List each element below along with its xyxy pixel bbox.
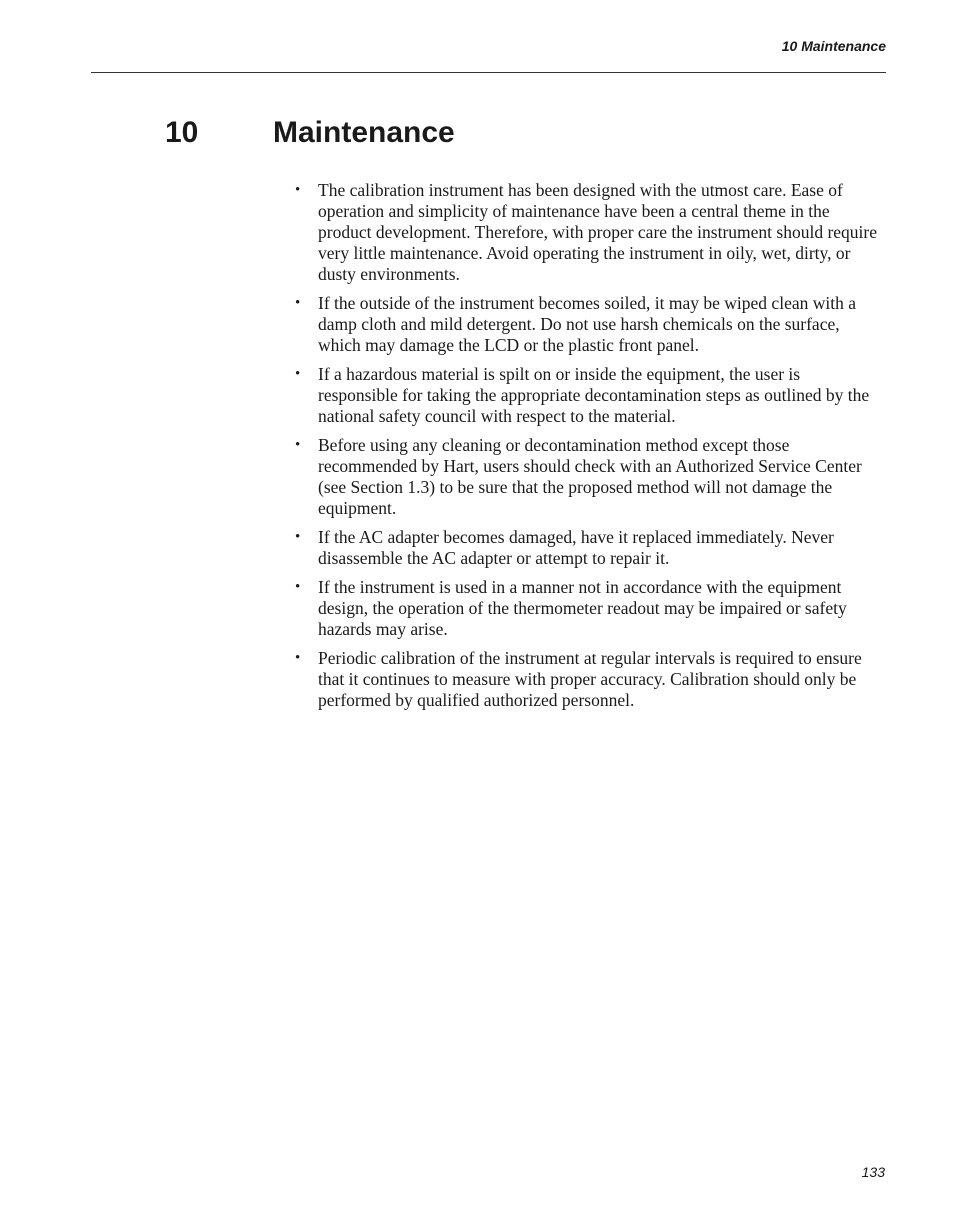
list-item-text: Periodic calibration of the instrument at regular intervals is required to ensure that it continues to measure with proper accuracy. Calibration should only be performed by qualified authorized personnel. [318, 648, 862, 710]
page-number: 133 [861, 1164, 885, 1180]
list-item-text: If the instrument is used in a manner not in accordance with the equipment design, the operation of the thermometer readout may be impaired or safety hazards may arise. [318, 577, 847, 639]
bullet-icon: • [295, 579, 301, 595]
bullet-icon: • [295, 182, 301, 198]
list-item-text: The calibration instrument has been designed with the utmost care. Ease of operation and simplicity of maintenance have been a central theme in the product development. Therefore, with proper care the instrument should require very little maintenance. Avoid operating the instrument in oily, wet, dirty, or dusty environments. [318, 180, 878, 284]
list-item [295, 648, 884, 711]
bullet-icon: • [295, 437, 301, 453]
list-item-text: If the outside of the instrument becomes soiled, it may be wiped clean with a damp cloth and mild detergent. Do not use harsh chemicals on the surface, which may damage the LCD or the plastic front panel. [318, 293, 856, 355]
chapter-number: 10 [165, 116, 199, 149]
list-item-text: If a hazardous material is spilt on or inside the equipment, the user is responsible for taking the appropriate decontamination steps as outlined by the national safety council with respect to the material. [318, 364, 870, 426]
list-item [295, 435, 884, 519]
list-item [295, 527, 884, 569]
maintenance-bullet-list [295, 180, 884, 719]
bullet-icon: • [295, 295, 301, 311]
bullet-icon: • [295, 366, 301, 382]
bullet-icon: • [295, 650, 301, 666]
list-item [295, 364, 884, 427]
running-header: 10 Maintenance [781, 38, 886, 54]
list-item [295, 180, 884, 285]
chapter-title: Maintenance [273, 116, 455, 149]
header-rule [91, 72, 886, 73]
list-item-text: If the AC adapter becomes damaged, have it replaced immediately. Never disassemble the AC adapter or attempt to repair it. [318, 527, 834, 568]
list-item-text: Before using any cleaning or decontamination method except those recommended by Hart, users should check with an Authorized Service Center (see Section 1.3) to be sure that the proposed method will not damage the equipment. [318, 435, 862, 518]
list-item [295, 293, 884, 356]
bullet-icon: • [295, 529, 301, 545]
list-item [295, 577, 884, 640]
